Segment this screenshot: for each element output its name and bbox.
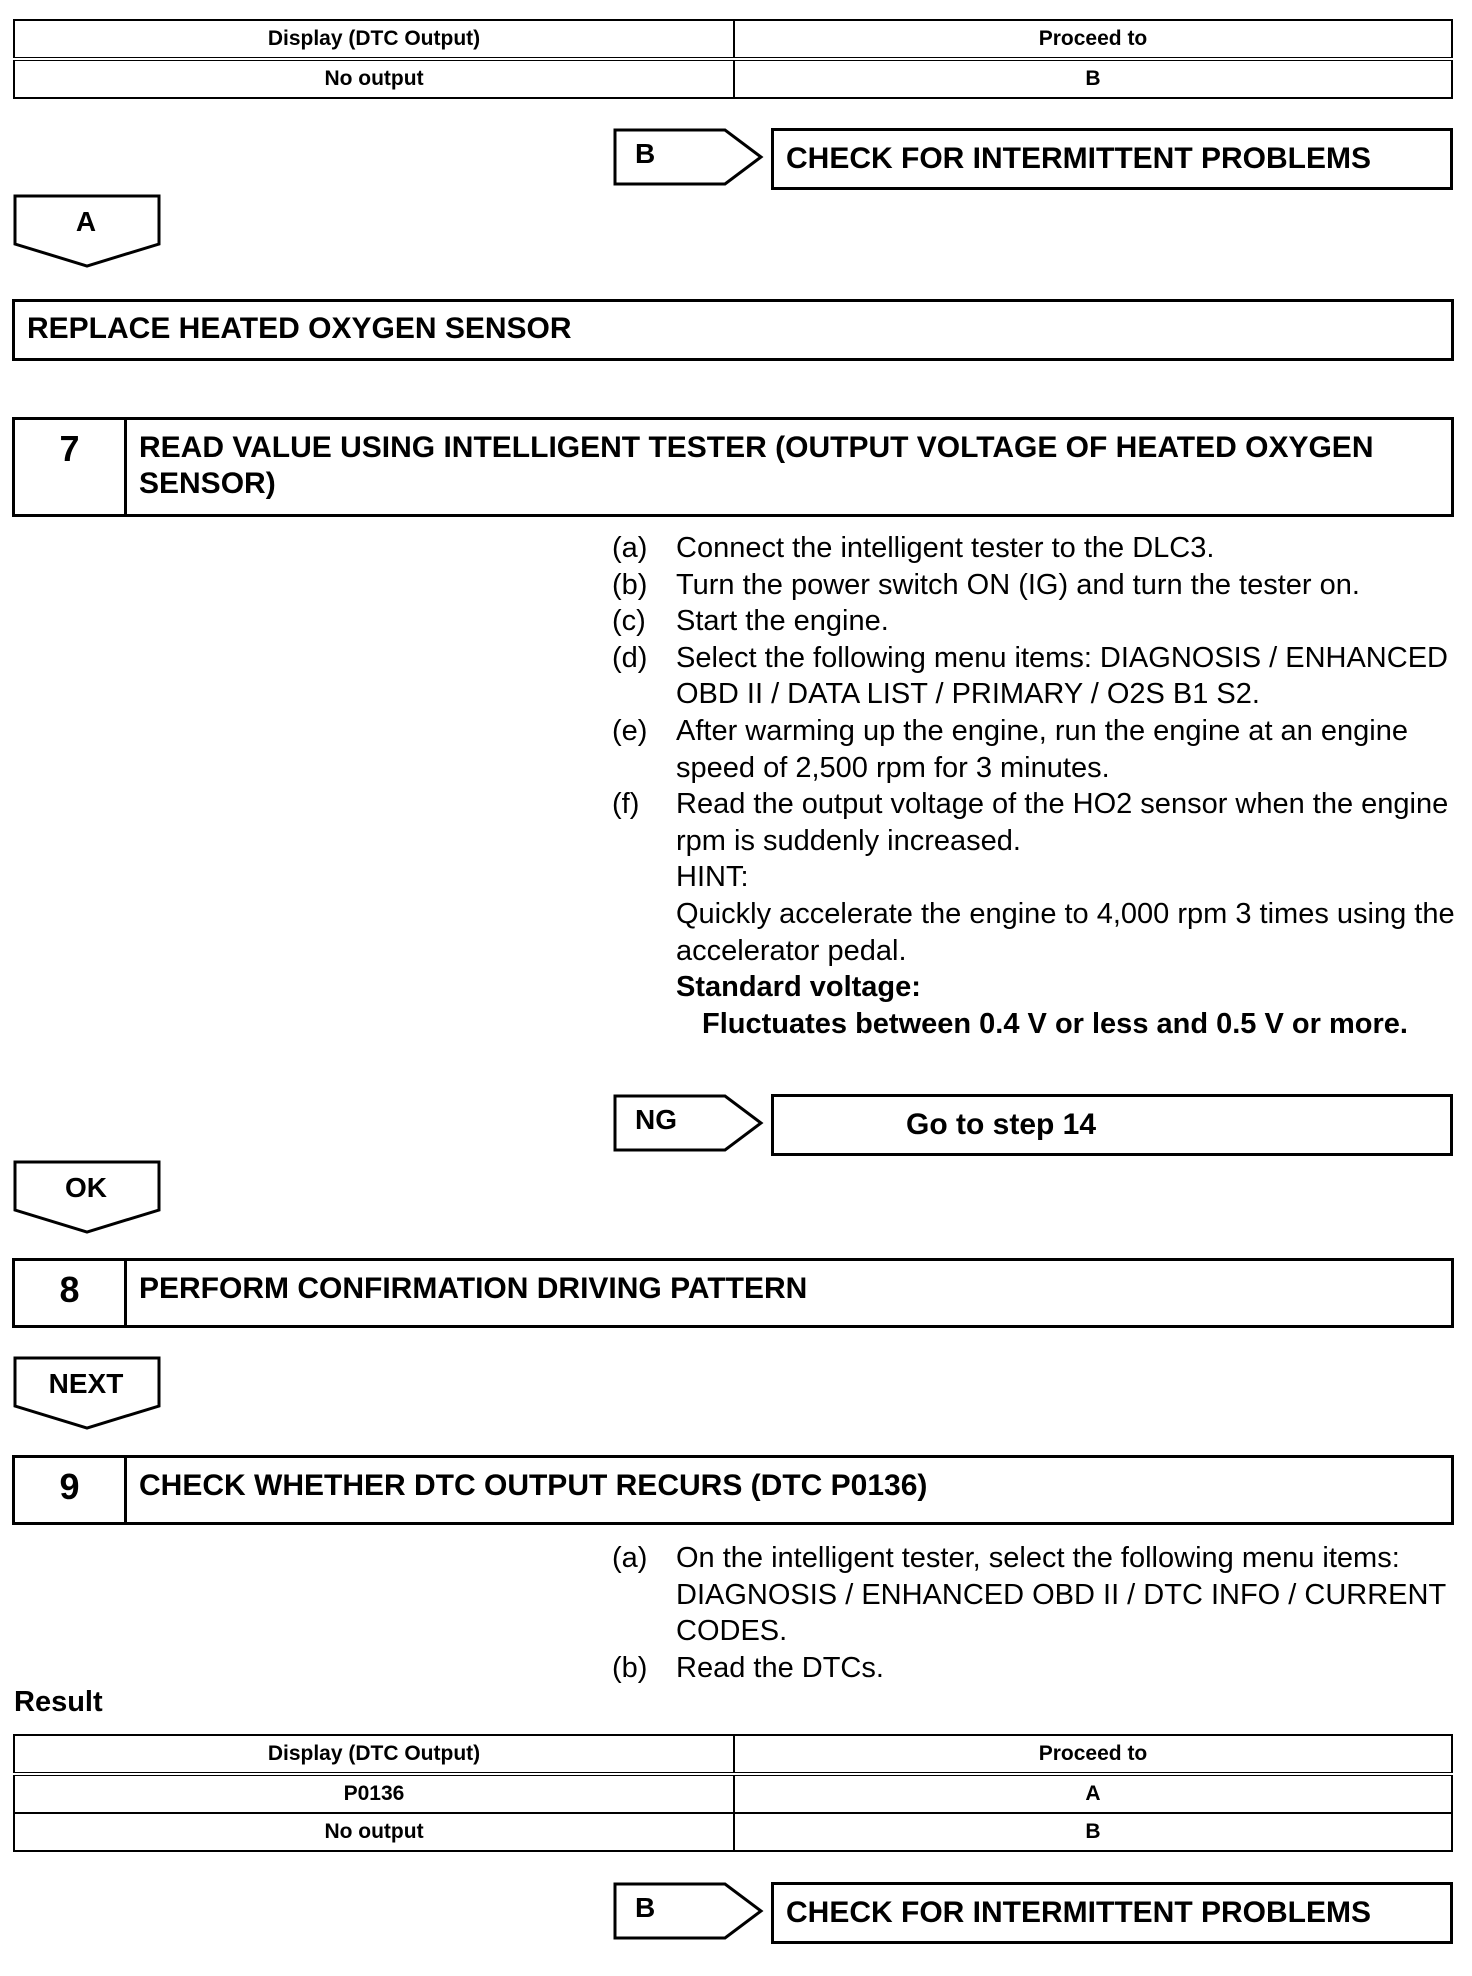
list-item [612, 640, 1464, 713]
replace-sensor-text: REPLACE HEATED OXYGEN SENSOR [27, 312, 572, 345]
table-row [14, 59, 1452, 98]
branch-ng-target [771, 1094, 1453, 1156]
table-row [14, 1774, 1452, 1813]
branch-b-label: B [635, 1892, 656, 1923]
table-row [14, 1813, 1452, 1851]
list-item [612, 713, 1464, 786]
table-cell: No output [14, 59, 734, 98]
step-7-header [12, 417, 1454, 517]
tab-a-label: A [75, 206, 97, 237]
step-7-number: 7 [15, 420, 127, 514]
item-text: Connect the intelligent tester to the DLC3. [676, 532, 1215, 564]
list-item [612, 567, 1464, 604]
step-7-procedure [612, 530, 1464, 1042]
step-8-title: PERFORM CONFIRMATION DRIVING PATTERN [139, 1272, 808, 1305]
tab-next [13, 1356, 163, 1432]
branch-b-arrow [613, 128, 765, 186]
table-header-proceed: Proceed to [734, 1735, 1452, 1774]
step-9-number: 9 [15, 1458, 127, 1522]
item-text: After warming up the engine, run the engine at an engine speed of 2,500 rpm for 3 minutes. [676, 714, 1408, 784]
hint-label: HINT: [676, 861, 749, 894]
result-label: Result [14, 1686, 103, 1718]
tab-ok-label: OK [65, 1172, 107, 1203]
step-9-header [12, 1455, 1454, 1525]
standard-label: Standard voltage: [676, 971, 921, 1004]
step-9-procedure [612, 1540, 1464, 1686]
tab-ok [13, 1160, 163, 1236]
item-label: (c) [612, 605, 646, 638]
item-label: (b) [612, 568, 648, 601]
item-text: Start the engine. [676, 605, 889, 638]
step-8-number: 8 [15, 1261, 127, 1325]
branch-b-arrow [613, 1882, 765, 1940]
branch-b-target [771, 128, 1453, 190]
list-item [612, 603, 1464, 640]
standard-value: Fluctuates between 0.4 V or less and 0.5 V or more. [702, 1007, 1408, 1040]
table-cell: P0136 [14, 1774, 734, 1813]
branch-ng-target-text: Go to step 14 [906, 1108, 1097, 1141]
item-label: (a) [612, 1542, 648, 1574]
result-table-1 [13, 19, 1453, 99]
hint-text: Quickly accelerate the engine to 4,000 rpm 3 times using the accelerator pedal. [676, 897, 1455, 967]
item-text: On the intelligent tester, select the following menu items: DIAGNOSIS / ENHANCED OBD II / DTC INFO / CURRENT CODES. [676, 1542, 1446, 1648]
tab-a [13, 194, 163, 270]
table-header-proceed: Proceed to [734, 20, 1452, 59]
table-cell: A [734, 1774, 1452, 1813]
item-label: (f) [612, 788, 640, 821]
item-label: (e) [612, 714, 648, 747]
step-9-title: CHECK WHETHER DTC OUTPUT RECURS (DTC P0136) [139, 1469, 928, 1502]
branch-b-label: B [635, 138, 656, 169]
item-text: Read the output voltage of the HO2 sensor when the engine rpm is suddenly increased. [676, 788, 1449, 857]
table-cell: B [734, 59, 1452, 98]
step-7-title: READ VALUE USING INTELLIGENT TESTER (OUTPUT VOLTAGE OF HEATED OXYGEN SENSOR) [139, 431, 1374, 500]
branch-b-target-text: CHECK FOR INTERMITTENT PROBLEMS [786, 1896, 1371, 1929]
table-cell: B [734, 1813, 1452, 1851]
table-header-display: Display (DTC Output) [14, 20, 734, 59]
branch-ng-arrow [613, 1094, 765, 1152]
step-8-header [12, 1258, 1454, 1328]
table-header-display: Display (DTC Output) [14, 1735, 734, 1774]
list-item [612, 1650, 1464, 1687]
tab-next-label: NEXT [48, 1368, 124, 1399]
item-label: (d) [612, 641, 648, 674]
branch-ng-label: NG [635, 1104, 677, 1135]
result-table-2 [13, 1734, 1453, 1852]
item-label: (a) [612, 532, 648, 564]
item-text: Read the DTCs. [676, 1651, 884, 1684]
branch-b-target [771, 1882, 1453, 1944]
item-label: (b) [612, 1651, 648, 1684]
list-item [612, 786, 1464, 1042]
item-text: Select the following menu items: DIAGNOSIS / ENHANCED OBD II / DATA LIST / PRIMARY / O2S B1 S2. [676, 641, 1448, 711]
table-cell: No output [14, 1813, 734, 1851]
replace-sensor-banner [12, 299, 1454, 361]
branch-b-target-text: CHECK FOR INTERMITTENT PROBLEMS [786, 142, 1371, 175]
list-item [612, 530, 1464, 567]
item-text: Turn the power switch ON (IG) and turn the tester on. [676, 568, 1360, 601]
list-item [612, 1540, 1464, 1650]
